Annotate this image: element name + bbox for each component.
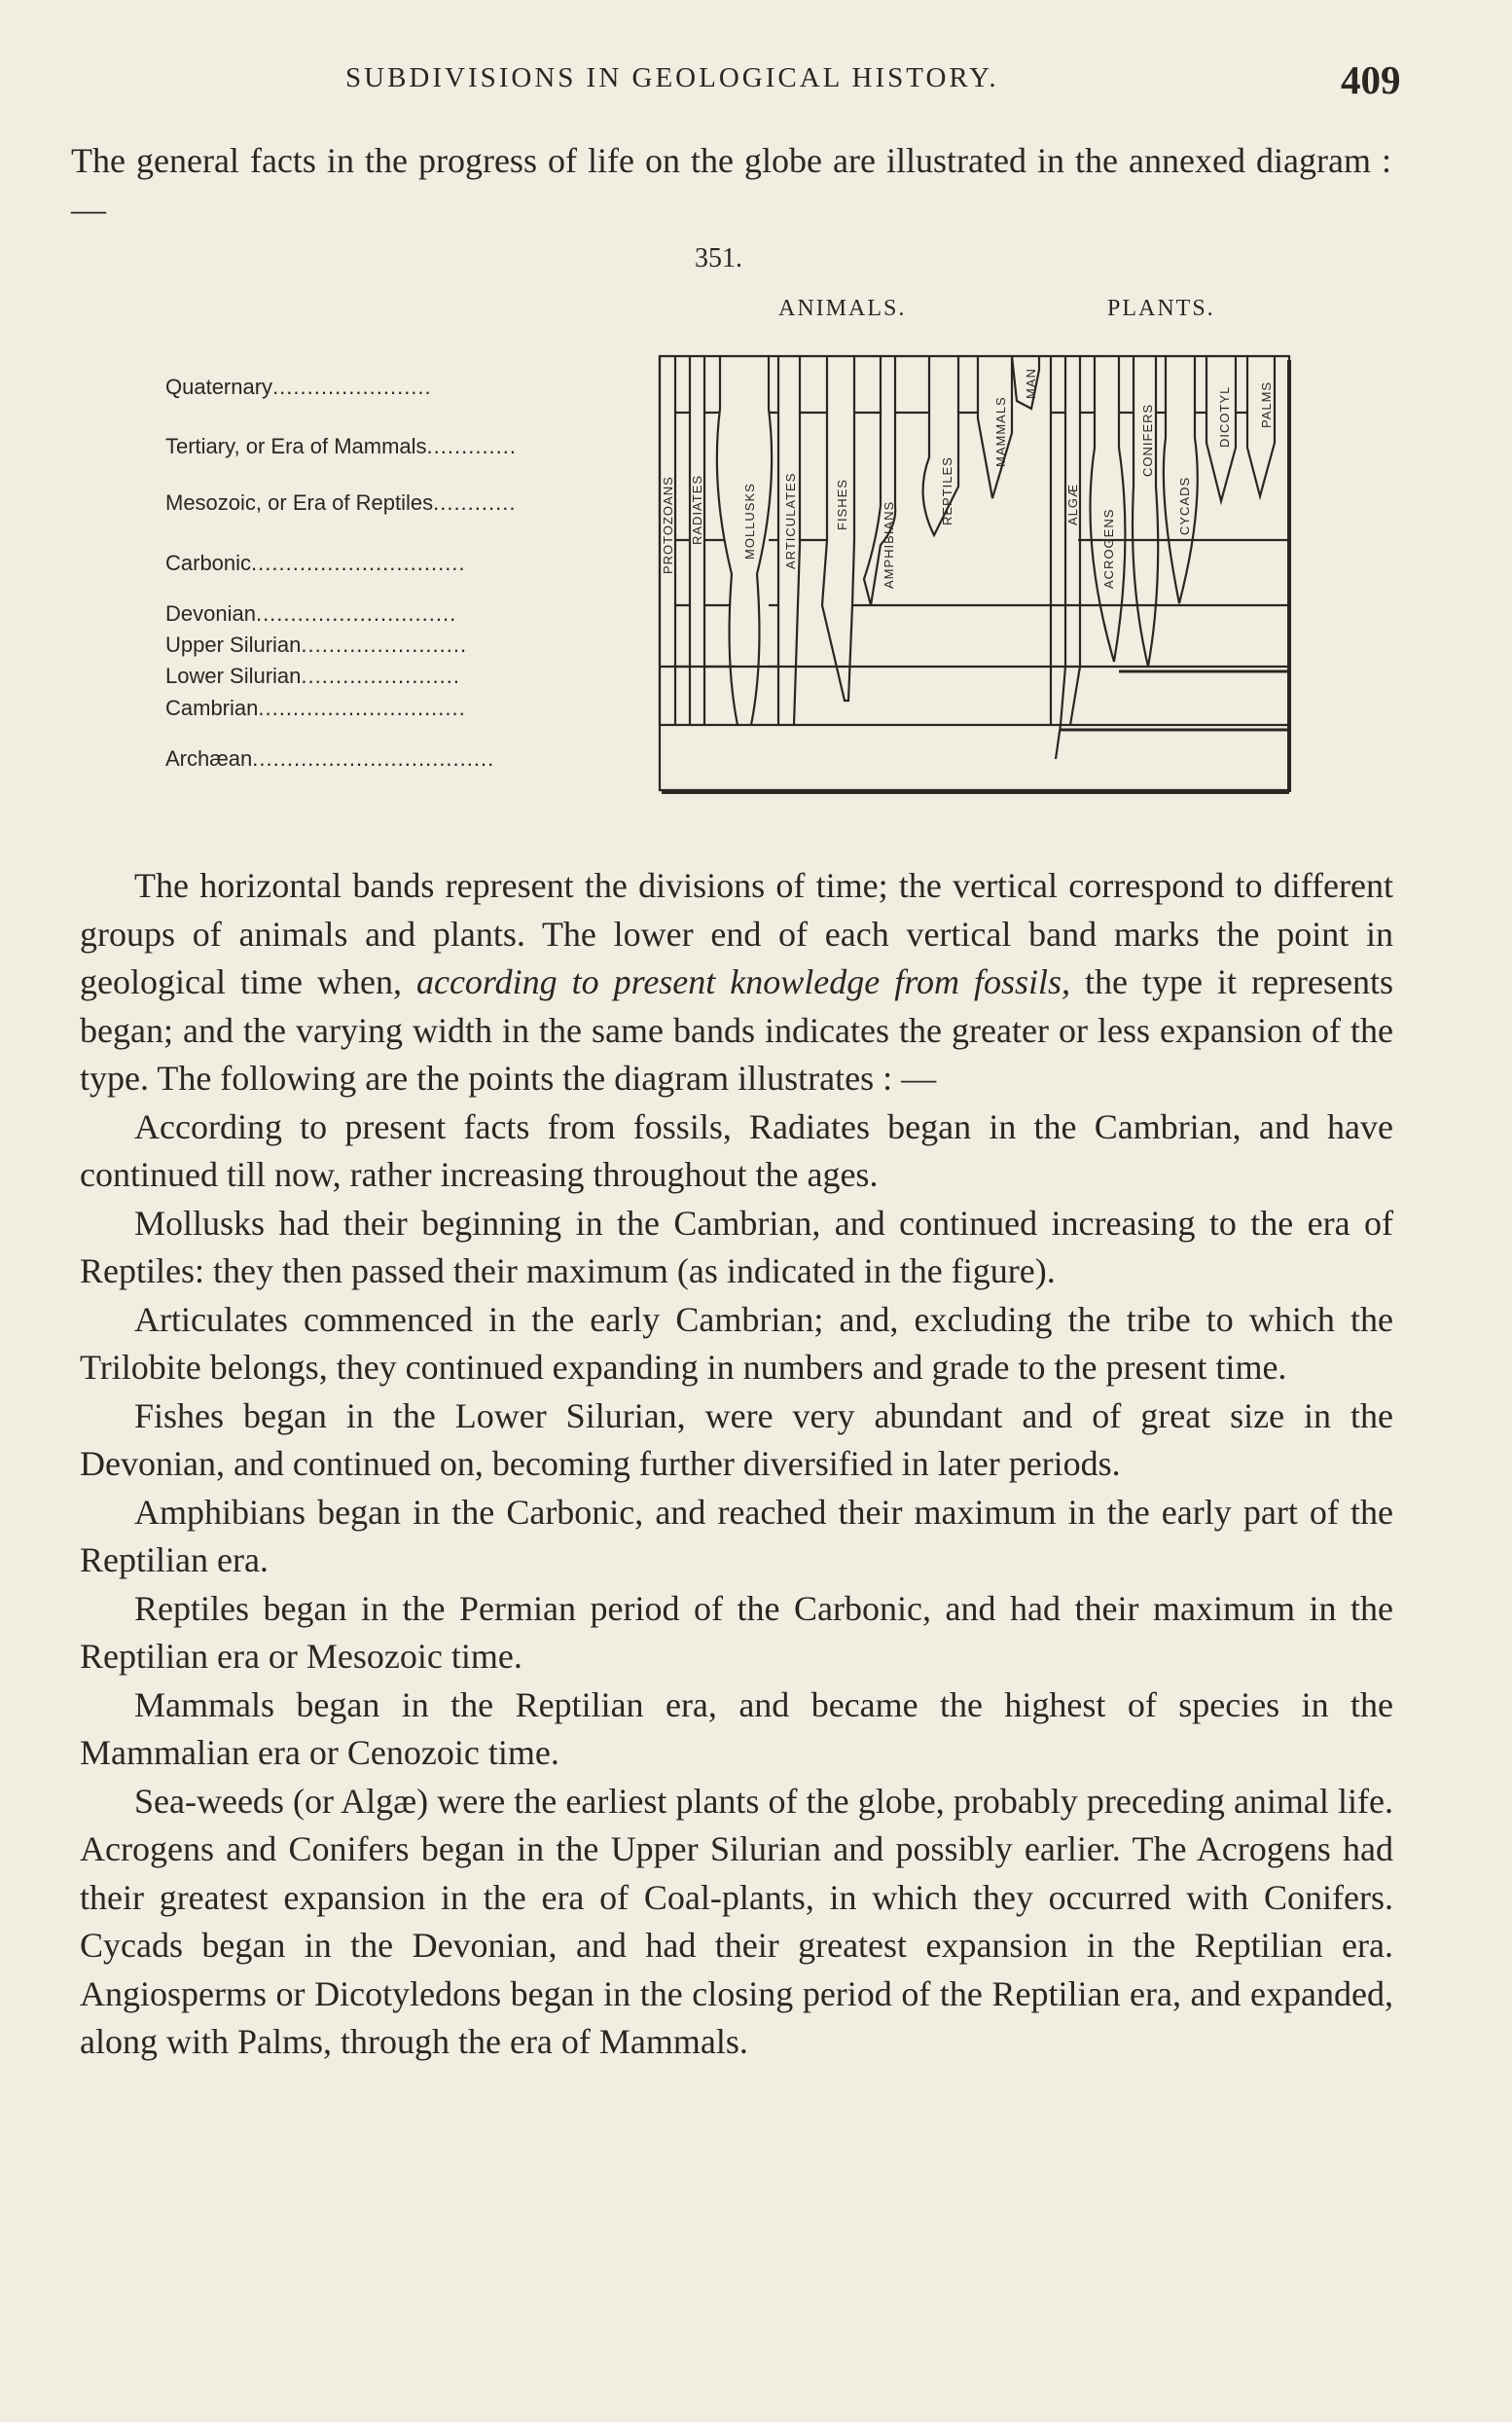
label-man: MAN bbox=[1024, 368, 1038, 399]
era-name: Cambrian bbox=[165, 696, 259, 720]
animals-heading: ANIMALS. bbox=[778, 296, 907, 321]
fishes-ticks bbox=[800, 413, 827, 540]
dot-leader: ....................... bbox=[301, 664, 460, 688]
paragraph-plants: Sea-weeds (or Algæ) were the earliest plants of the globe, probably preceding animal life. Acrogens and Conifers began in the Upper Silurian and possibly earlier. The Acrogens had their greatest expansion in the era of Coal-plants, in which they occurred with Conifers. Cycads began in the Devonian, and had their greatest expansion in the Reptilian era. Angiosperms or Dicotyledons began in the closing period of the Reptilian era, and expanded, along with Palms, through the era of Mammals. bbox=[80, 1781, 1393, 2061]
label-fishes: FISHES bbox=[835, 479, 849, 530]
dot-leader: ............. bbox=[426, 434, 518, 458]
dot-leader: .............................. bbox=[258, 696, 466, 720]
body-text bbox=[80, 862, 1393, 2067]
paragraph-radiates: According to present facts from fossils, Radiates began in the Cambrian, and have continued till now, rather increasing throughout the ages. bbox=[80, 1106, 1393, 1194]
paragraph-1-italic: according to present knowledge from fossils, bbox=[415, 962, 1071, 1001]
label-protozoans: PROTOZOANS bbox=[661, 476, 675, 574]
label-algae: ALGÆ bbox=[1065, 483, 1080, 525]
era-name: Quaternary bbox=[165, 375, 273, 399]
dot-leader: ............................... bbox=[251, 551, 466, 575]
paragraph-mammals: Mammals began in the Reptilian era, and became the highest of species in the Mammalian era or Cenozoic time. bbox=[80, 1684, 1393, 1772]
label-radiates: RADIATES bbox=[690, 474, 704, 545]
era-name: Devonian bbox=[165, 601, 256, 626]
paragraph-fishes: Fishes began in the Lower Silurian, were very abundant and of great size in the Devonian, and continued on, becoming further diversified in later periods. bbox=[80, 1395, 1393, 1483]
era-name: Upper Silurian bbox=[165, 633, 302, 657]
dot-leader: ............ bbox=[433, 490, 517, 515]
label-palms: PALMS bbox=[1259, 380, 1274, 428]
label-mollusks: MOLLUSKS bbox=[742, 483, 757, 560]
label-amphibians: AMPHIBIANS bbox=[882, 500, 896, 589]
label-mammals: MAMMALS bbox=[993, 396, 1008, 467]
era-name: Tertiary, or Era of Mammals bbox=[165, 434, 427, 458]
paragraph-amphibians: Amphibians began in the Carbonic, and reached their maximum in the early part of the Reptilian era. bbox=[80, 1492, 1393, 1579]
conifers-band bbox=[1133, 356, 1158, 667]
dot-leader: ............................. bbox=[255, 601, 457, 626]
paragraph-1-text-a: The horizontal bands represent the divisions of time; the vertical correspond to different groups of animals and plants. The lower end of each vertical band marks the point in geological time when, bbox=[80, 866, 1393, 1001]
dot-leader: ....................... bbox=[272, 375, 432, 399]
radiates-ticks bbox=[675, 413, 690, 667]
label-cycads: CYCADS bbox=[1177, 476, 1192, 535]
paragraph-articulates: Articulates commenced in the early Cambrian; and, excluding the tribe to which the Trilobite belongs, they continued expanding in numbers and grade to the present time. bbox=[80, 1299, 1393, 1387]
label-conifers: CONIFERS bbox=[1140, 403, 1155, 477]
label-reptiles: REPTILES bbox=[940, 456, 954, 525]
paragraph-reptiles: Reptiles began in the Permian period of the Carbonic, and had their maximum in the Reptilian era or Mesozoic time. bbox=[80, 1588, 1393, 1676]
paragraph-1 bbox=[80, 862, 1393, 1103]
page-number: 409 bbox=[1341, 57, 1401, 102]
figure-number: 351. bbox=[695, 243, 742, 273]
geological-diagram bbox=[0, 0, 1512, 876]
label-acrogens: ACROGENS bbox=[1101, 508, 1116, 589]
intro-paragraph: The general facts in the progress of life on the globe are illustrated in the annexed diagram : — bbox=[71, 141, 1391, 229]
paragraph-1-text-b: the type it represents began; and the varying width in the same bands indicates the greater or less expansion of the type. The following are the points the diagram illustrates : — bbox=[80, 962, 1393, 1098]
plants-heading: PLANTS. bbox=[1107, 296, 1215, 321]
era-name: Archæan bbox=[165, 746, 253, 771]
dot-leader: ........................ bbox=[301, 633, 468, 657]
dot-leader: ................................... bbox=[252, 746, 495, 771]
articulates-ticks bbox=[769, 413, 778, 667]
running-head: SUBDIVISIONS IN GEOLOGICAL HISTORY. bbox=[345, 62, 999, 93]
era-name: Mesozoic, or Era of Reptiles bbox=[165, 490, 434, 515]
paragraph-mollusks: Mollusks had their beginning in the Cambrian, and continued increasing to the era of Reptiles: they then passed their maximum (as indicated in the figure). bbox=[80, 1203, 1393, 1290]
algae-band bbox=[1056, 356, 1080, 759]
label-dicotyl: DICOTYL bbox=[1217, 385, 1232, 448]
era-name: Carbonic bbox=[165, 551, 252, 575]
label-articulates: ARTICULATES bbox=[783, 472, 798, 569]
era-name: Lower Silurian bbox=[165, 664, 302, 688]
